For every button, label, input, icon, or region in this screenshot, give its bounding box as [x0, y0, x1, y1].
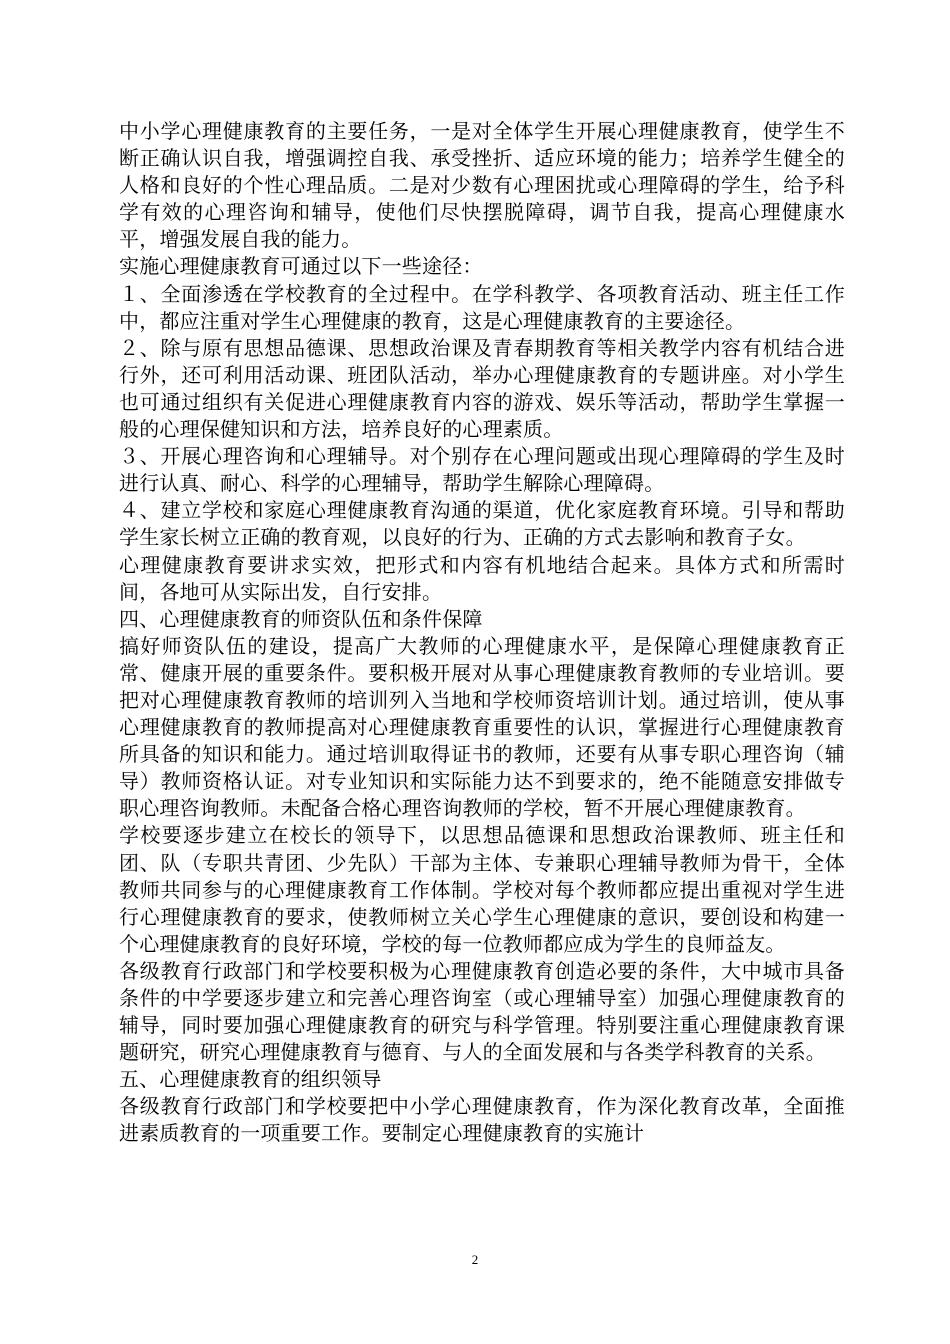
paragraph-approach-1: １、全面渗透在学校教育的全过程中。在学科教学、各项教育活动、班主任工作中，都应注重对学生心理健康的教育，这是心理健康教育的主要途径。 — [119, 281, 845, 333]
paragraph-effectiveness: 心理健康教育要讲求实效，把形式和内容有机地结合起来。具体方式和所需时间，各地可从实际出发，自行安排。 — [119, 552, 845, 604]
paragraph-work-system: 学校要逐步建立在校长的领导下，以思想品德课和思想政治课教师、班主任和团、队（专职共青团、少先队）干部为主体、专兼职心理辅导教师为骨干，全体教师共同参与的心理健康教育工作体制。学校对每个教师都应提出重视对学生进行心理健康教育的要求，使教师树立关心学生心理健康的意识，要创设和构建一个心理健康教育的良好环境，学校的每一位教师都应成为学生的良师益友。 — [119, 823, 845, 956]
document-body — [119, 118, 845, 1148]
section-heading-5: 五、心理健康教育的组织领导 — [119, 1067, 382, 1092]
paragraph-approach-4: ４、建立学校和家庭心理健康教育沟通的渠道，优化家庭教育环境。引导和帮助学生家长树立正确的教育观，以良好的行为、正确的方式去影响和教育子女。 — [119, 498, 845, 550]
page-number: 2 — [471, 1252, 479, 1267]
section-heading-4: 四、心理健康教育的师资队伍和条件保障 — [119, 606, 483, 631]
paragraph-main-tasks: 中小学心理健康教育的主要任务，一是对全体学生开展心理健康教育，使学生不断正确认识自我，增强调控自我、承受挫折、适应环境的能力；培养学生健全的人格和良好的个性心理品质。二是对少数有心理困扰或心理障碍的学生，给予科学有效的心理咨询和辅导，使他们尽快摆脱障碍，调节自我，提高心理健康水平，增强发展自我的能力。 — [119, 119, 845, 252]
paragraph-conditions: 各级教育行政部门和学校要积极为心理健康教育创造必要的条件，大中城市具备条件的中学要逐步建立和完善心理咨询室（或心理辅导室）加强心理健康教育的辅导，同时要加强心理健康教育的研究与科学管理。特别要注重心理健康教育课题研究，研究心理健康教育与德育、与人的全面发展和与各类学科教育的关系。 — [119, 958, 845, 1065]
paragraph-leadership: 各级教育行政部门和学校要把中小学心理健康教育，作为深化教育改革，全面推进素质教育的一项重要工作。要制定心理健康教育的实施计 — [119, 1094, 845, 1146]
paragraph-approaches-intro: 实施心理健康教育可通过以下一些途径： — [119, 254, 483, 279]
paragraph-teacher-training: 搞好师资队伍的建设，提高广大教师的心理健康水平，是保障心理健康教育正常、健康开展的重要条件。要积极开展对从事心理健康教育教师的专业培训。要把对心理健康教育教师的培训列入当地和学校师资培训计划。通过培训，使从事心理健康教育的教师提高对心理健康教育重要性的认识，掌握进行心理健康教育所具备的知识和能力。通过培训取得证书的教师，还要有从事专职心理咨询（辅导）教师资格认证。对专业知识和实际能力达不到要求的，绝不能随意安排做专职心理咨询教师。未配备合格心理咨询教师的学校，暂不开展心理健康教育。 — [119, 633, 845, 821]
paragraph-approach-3: ３、开展心理咨询和心理辅导。对个别存在心理问题或出现心理障碍的学生及时进行认真、耐心、科学的心理辅导，帮助学生解除心理障碍。 — [119, 444, 845, 496]
paragraph-approach-2: ２、除与原有思想品德课、思想政治课及青春期教育等相关教学内容有机结合进行外，还可利用活动课、班团队活动，举办心理健康教育的专题讲座。对小学生也可通过组织有关促进心理健康教育内容的游戏、娱乐等活动，帮助学生掌握一般的心理保健知识和方法，培养良好的心理素质。 — [119, 335, 845, 442]
